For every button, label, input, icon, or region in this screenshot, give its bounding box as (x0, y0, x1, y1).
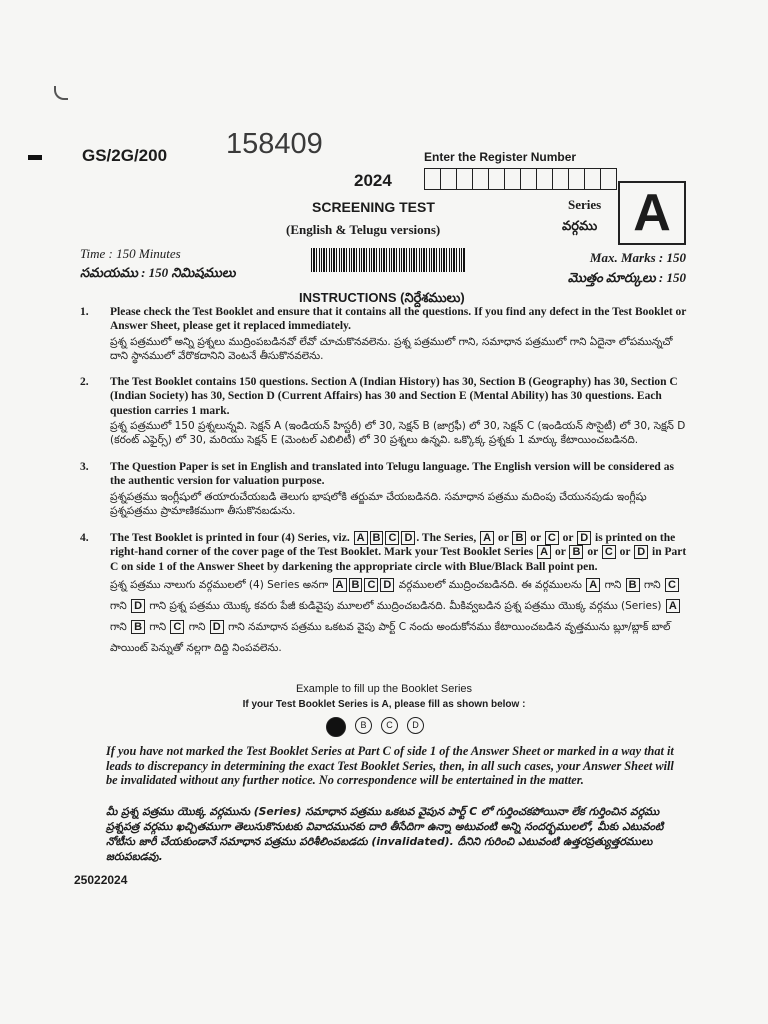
instruction-item (80, 305, 690, 363)
series-box-d: D (380, 578, 394, 592)
series-box-a: A (537, 545, 551, 559)
paper-code: GS/2G/200 (82, 146, 168, 165)
register-number-boxes[interactable] (424, 168, 617, 190)
or-text: or (587, 546, 598, 559)
series-box-d: D (634, 545, 648, 559)
series-box-a: A (586, 578, 600, 592)
register-digit-box[interactable] (552, 168, 568, 190)
example-bubbles (326, 717, 424, 737)
instruction-item (80, 531, 690, 659)
alignment-mark (28, 155, 42, 160)
instruction-english: The Question Paper is set in English and translated into Telugu language. The English version will be considered as the authentic version for valuation purpose. (110, 461, 674, 488)
instruction-english: Please check the Test Booklet and ensure that it contains all the questions. If you find any defect in the Test Booklet or Answer Sheet, please get it replaced immediately. (110, 306, 687, 333)
instruction-telugu: ప్రశ్నపత్రము ఇంగ్లీషులో తయారుచేయబడి తెలుగు భాషలోకి తర్జుమా చేయబడినది. సమాధాన పత్రము మదింపు చేయునపుడు ఇంగ్లీషు ప్రశ్నపత్రము ప్రామాణికముగా తీసుకొనబడును. (110, 490, 647, 517)
series-box-c: C (545, 531, 559, 545)
series-box-a: A (480, 531, 494, 545)
gani-text: గాని (188, 620, 206, 633)
series-box-a: A (354, 531, 368, 545)
series-box-d: D (577, 531, 591, 545)
gani-text: గాని (110, 599, 127, 612)
series-text-telugu: గాని ప్రశ్న పత్రము యొక్క కవరు పేజీ కుడివైపు మూలలో ముద్రించబడినది. మీకివ్వబడిన ప్రశ్న పత్రము యొక్క వర్గము (Series) (149, 599, 662, 612)
instruction-number: 2. (80, 376, 89, 388)
or-text: or (554, 546, 566, 559)
series-box-b: B (131, 620, 145, 634)
series-box-b: B (512, 531, 526, 545)
register-digit-box[interactable] (504, 168, 520, 190)
booklet-number: 158409 (226, 128, 323, 160)
instruction-number: 3. (80, 461, 89, 473)
series-text-telugu: వర్గములలో ముద్రించబడినది. ఈ వర్గములను (398, 578, 582, 591)
series-box-a: A (666, 599, 680, 613)
instruction-telugu: ప్రశ్న పత్రములో 150 ప్రశ్నలున్నవి. సెక్షన్ A (ఇండియన్ హిస్టరీ) లో 30, సెక్షన్ B (జాగ్రఫీ) లో 30, సెక్షన్ C (ఇండియన్ సొసైటీ) లో 30, సెక్షన్ D (కరంట్ ఎఫైర్స్) లో 30, మరియు సెక్షన్ E (మెంటల్ ఎబిలిటీ) లో 30 ప్రశ్నలు ఉన్నవి. ఒక్కొక్క ప్రశ్నకు 1 మార్కు కేటాయించబడినది. (110, 419, 686, 446)
gani-text: గాని (643, 578, 661, 591)
series-box-d: D (210, 620, 224, 634)
bubble-d: D (407, 717, 424, 734)
register-digit-box[interactable] (456, 168, 472, 190)
instruction-english: The Test Booklet contains 150 questions. Section A (Indian History) has 30, Section B (Geography) has 30, Section C (Indian Society) has 30, Section D (Current Affairs) has 30 and Section E (Mental Ability) has 30 questions. Each question carries 1 mark. (110, 376, 678, 417)
instructions-title: INSTRUCTIONS (నిర్దేశములు) (299, 290, 465, 305)
register-digit-box[interactable] (600, 168, 617, 190)
gani-text: గాని (604, 578, 622, 591)
warning-telugu: మీ ప్రశ్న పత్రము యొక్క వర్గమును (Series) సమాధాన పత్రము ఒకటవ వైపున పార్ట్ C లో గుర్తించకపోయినా లేక గుర్తించిన వర్గము ప్రశ్నపత్ర వర్గము ఖచ్చితముగా తెలుసుకొనుటకు వివాదమునకు దారి తీసేదిగా ఉన్నా అటువంటి అన్ని సందర్భములలో, మీకు ఎటువంటి నోటీసు జారీ చేయకుండానే సమాధాన పత్రము పరిశీలింపబడదు (invalidated). దీనిని గురించి ఎటువంటి ఉత్తరప్రత్యుత్తరములు జరుపబడవు. (106, 805, 664, 863)
series-box-d: D (131, 599, 145, 613)
example-title: Example to fill up the Booklet Series (295, 683, 473, 695)
max-marks-telugu: మొత్తం మార్కులు : 150 (567, 270, 686, 285)
series-box-c: C (602, 545, 616, 559)
warning-english: If you have not marked the Test Booklet Series at Part C of side 1 of the Answer Sheet or marked in a way that it leads to discrepancy in determining the exact Test Booklet Series, then, in all such cases, your Answer Sheet will be invalidated without any further notice. No correspondence will be entertained in the matter. (106, 744, 674, 787)
barcode (311, 248, 465, 272)
series-text: The Test Booklet is printed in four (4) Series, viz. (110, 532, 350, 544)
bubble-a-filled (326, 717, 346, 737)
register-digit-box[interactable] (568, 168, 584, 190)
register-digit-box[interactable] (488, 168, 504, 190)
gani-text: గాని (110, 620, 127, 633)
instruction-number: 4. (80, 532, 89, 544)
register-digit-box[interactable] (424, 168, 440, 190)
instruction-number: 1. (80, 306, 89, 318)
series-letter-box: A (618, 181, 686, 245)
corner-mark (54, 86, 68, 100)
series-text: in Part C on side 1 of the Answer Sheet by darkening the appropriate circle with Blue/Black Ball point pen. (110, 546, 687, 573)
register-digit-box[interactable] (584, 168, 600, 190)
instruction-telugu: ప్రశ్న పత్రములో అన్ని ప్రశ్నలు ముద్రింపబడినవో లేవో చూచుకొనవలెను. ప్రశ్న పత్రములో గాని, సమాధాన పత్రములో గాని ఏదైనా లోపమున్నచో దాని స్థానములో వేరొకదానిని వెంటనే తీసుకొనవలెను. (110, 335, 673, 362)
instruction-item (80, 460, 690, 518)
series-box-c: C (385, 531, 399, 545)
series-label-telugu: వర్గము (562, 218, 598, 233)
or-text: or (562, 532, 574, 544)
series-text-telugu: ప్రశ్న పత్రము నాలుగు వర్గములలో (4) Series అనగా (110, 578, 329, 591)
series-text-telugu: గాని నమాధాన పత్రము ఒకటవ వైపు పార్ట్ C నందు అందుకోనము కేటాయించబడిన వృత్తమును బ్లూ/బ్లాక్ బాల్ పాయింట్ పెన్నుతో నల్లగా దిద్ది నింపవలెను. (110, 620, 671, 654)
series-label: Series (568, 197, 602, 212)
register-digit-box[interactable] (520, 168, 536, 190)
gani-text: గాని (149, 620, 167, 633)
footer-code: 25022024 (74, 873, 128, 887)
series-box-b: B (626, 578, 640, 592)
series-box-d: D (401, 531, 415, 545)
or-text: or (530, 532, 541, 544)
example-subtitle: If your Test Booklet Series is A, please fill as shown below : (242, 699, 526, 710)
time-limit-telugu: సమయము : 150 నిమిషములు (80, 265, 236, 280)
register-digit-box[interactable] (472, 168, 488, 190)
series-box-b: B (569, 545, 583, 559)
time-limit: Time : 150 Minutes (80, 246, 181, 261)
register-number-label: Enter the Register Number (424, 150, 577, 164)
exam-year: 2024 (354, 171, 392, 190)
bubble-c: C (381, 717, 398, 734)
or-text: or (619, 546, 631, 559)
series-box-b: B (349, 578, 363, 592)
bubble-b: B (355, 717, 372, 734)
exam-versions: (English & Telugu versions) (286, 222, 441, 237)
register-digit-box[interactable] (440, 168, 456, 190)
or-text: or (497, 532, 509, 544)
instruction-telugu (110, 575, 690, 659)
series-box-c: C (364, 578, 378, 592)
instruction-english (110, 531, 690, 574)
series-box-c: C (665, 578, 679, 592)
instruction-item (80, 375, 690, 447)
series-text: is printed on the right-hand corner of the cover page of the Test Booklet. Mark your Test Booklet Series (110, 532, 676, 559)
series-box-b: B (370, 531, 384, 545)
exam-title: SCREENING TEST (312, 199, 435, 215)
max-marks: Max. Marks : 150 (589, 250, 686, 265)
register-digit-box[interactable] (536, 168, 552, 190)
series-text: . The Series, (416, 532, 477, 544)
series-box-c: C (170, 620, 184, 634)
series-box-a: A (333, 578, 347, 592)
